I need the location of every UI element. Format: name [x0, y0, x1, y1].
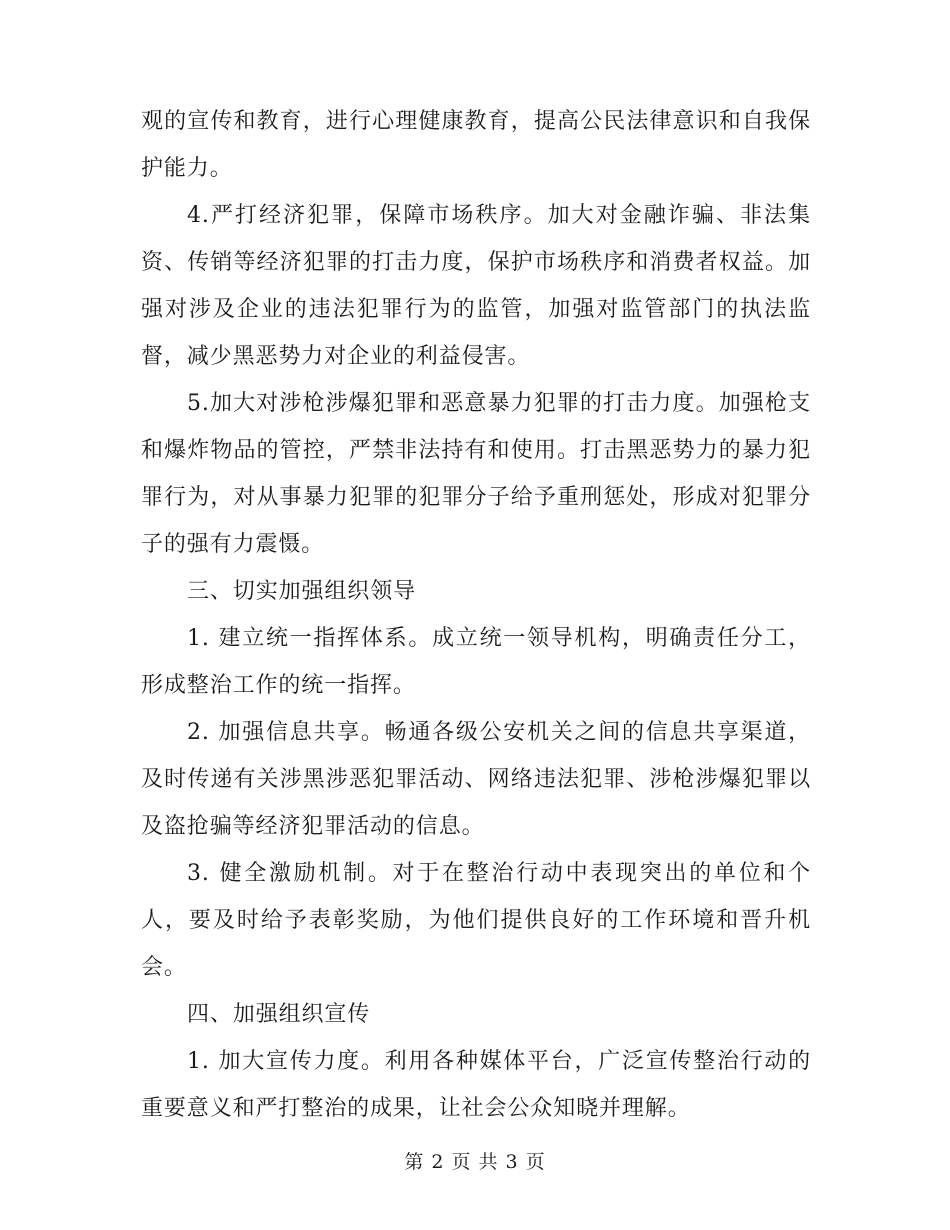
- paragraph-item-4: 4.严打经济犯罪，保障市场秩序。加大对金融诈骗、非法集资、传销等经济犯罪的打击力度，保护市场秩序和消费者权益。加强对涉及企业的违法犯罪行为的监管，加强对监管部门的执法监督，减少黑恶势力对企业的利益侵害。: [141, 203, 811, 369]
- paragraph-section3-item-1: 1. 建立统一指挥体系。成立统一领导机构，明确责任分工，形成整治工作的统一指挥。: [141, 626, 811, 698]
- paragraph-continuation: 观的宣传和教育，进行心理健康教育，提高公民法律意识和自我保护能力。: [141, 109, 811, 181]
- section-heading-4: 四、加强组织宣传: [187, 1002, 371, 1027]
- document-body: [141, 98, 811, 1132]
- section-heading-3: 三、切实加强组织领导: [187, 579, 417, 604]
- paragraph-section3-item-2: 2. 加强信息共享。畅通各级公安机关之间的信息共享渠道，及时传递有关涉黑涉恶犯罪活动、网络违法犯罪、涉枪涉爆犯罪以及盗抢骗等经济犯罪活动的信息。: [141, 720, 811, 839]
- paragraph-section3-item-3: 3. 健全激励机制。对于在整治行动中表现突出的单位和个人，要及时给予表彰奖励，为他们提供良好的工作环境和晋升机会。: [141, 861, 811, 980]
- paragraph-section4-item-1: 1. 加大宣传力度。利用各种媒体平台，广泛宣传整治行动的重要意义和严打整治的成果，让社会公众知晓并理解。: [141, 1049, 811, 1121]
- paragraph-item-5: 5.加大对涉枪涉爆犯罪和恶意暴力犯罪的打击力度。加强枪支和爆炸物品的管控，严禁非法持有和使用。打击黑恶势力的暴力犯罪行为，对从事暴力犯罪的犯罪分子给予重刑惩处，形成对犯罪分子的强有力震慑。: [141, 391, 811, 557]
- page-footer: 第 2 页 共 3 页: [404, 1151, 546, 1173]
